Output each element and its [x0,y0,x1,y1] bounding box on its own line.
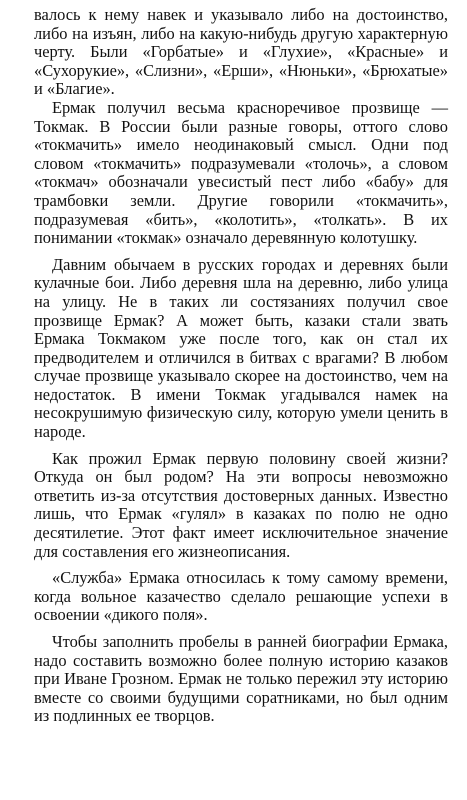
book-page-text [34,6,448,726]
paragraph-first-half-of-life: Как прожил Ермак первую половину своей жизни? Откуда он был родом? На эти вопросы невозможно ответить из-за отсутствия достоверных данных. Известно лишь, что Ермак «гулял» в казаках по полю не одно десятилетие. Этот факт имеет исключительное значение для составления его жизнеописания. [34,448,448,561]
paragraph-service: «Служба» Ермака относилась к тому самому времени, когда вольное казачество сделало решающие успехи в освоении «дикого поля». [34,568,448,625]
paragraph-continuation: валось к нему навек и указывало либо на достоинство, либо на изъян, либо на какую-нибудь другую характерную черту. Были «Горбатые» и «Глухие», «Красные» и «Сухорукие», «Слизни», «Ерши», «Нюньки», «Брюхатые» и «Благие». [34,5,448,99]
paragraph-tokmak-nickname: Ермак получил весьма красноречивое прозвище — Токмак. В России были разные говоры, оттого слово «токмачить» имело неодинаковый смысл. Одни под словом «токмачить» подразумевали «толочь», а словом «токмач» обозначали увесистый пест либо «бабу» для трамбовки земли. Другие говорили «токмачить», подразумевая «бить», «колотить», «толкать». В их понимании «токмак» означало деревянную колотушку. [34,97,448,248]
paragraph-biography-gaps: Чтобы заполнить пробелы в ранней биографии Ермака, надо составить возможно более полную историю казаков при Иване Грозном. Ермак не только пережил эту историю вместе со своими будущими соратниками, но был одним из подлинных ее творцов. [34,632,448,726]
paragraph-fistfights: Давним обычаем в русских городах и деревнях были кулачные бои. Либо деревня шла на деревню, либо улица на улицу. Не в таких ли состязаниях получил свое прозвище Ермак? А может быть, казаки стали звать Ермака Токмаком уже после того, как он стал их предводителем и отличился в битвах с врагами? В любом случае прозвище указывало скорее на достоинство, чем на недостаток. В имени Токмак угадывался намек на несокрушимую физическую силу, которую умели ценить в народе. [34,254,448,442]
